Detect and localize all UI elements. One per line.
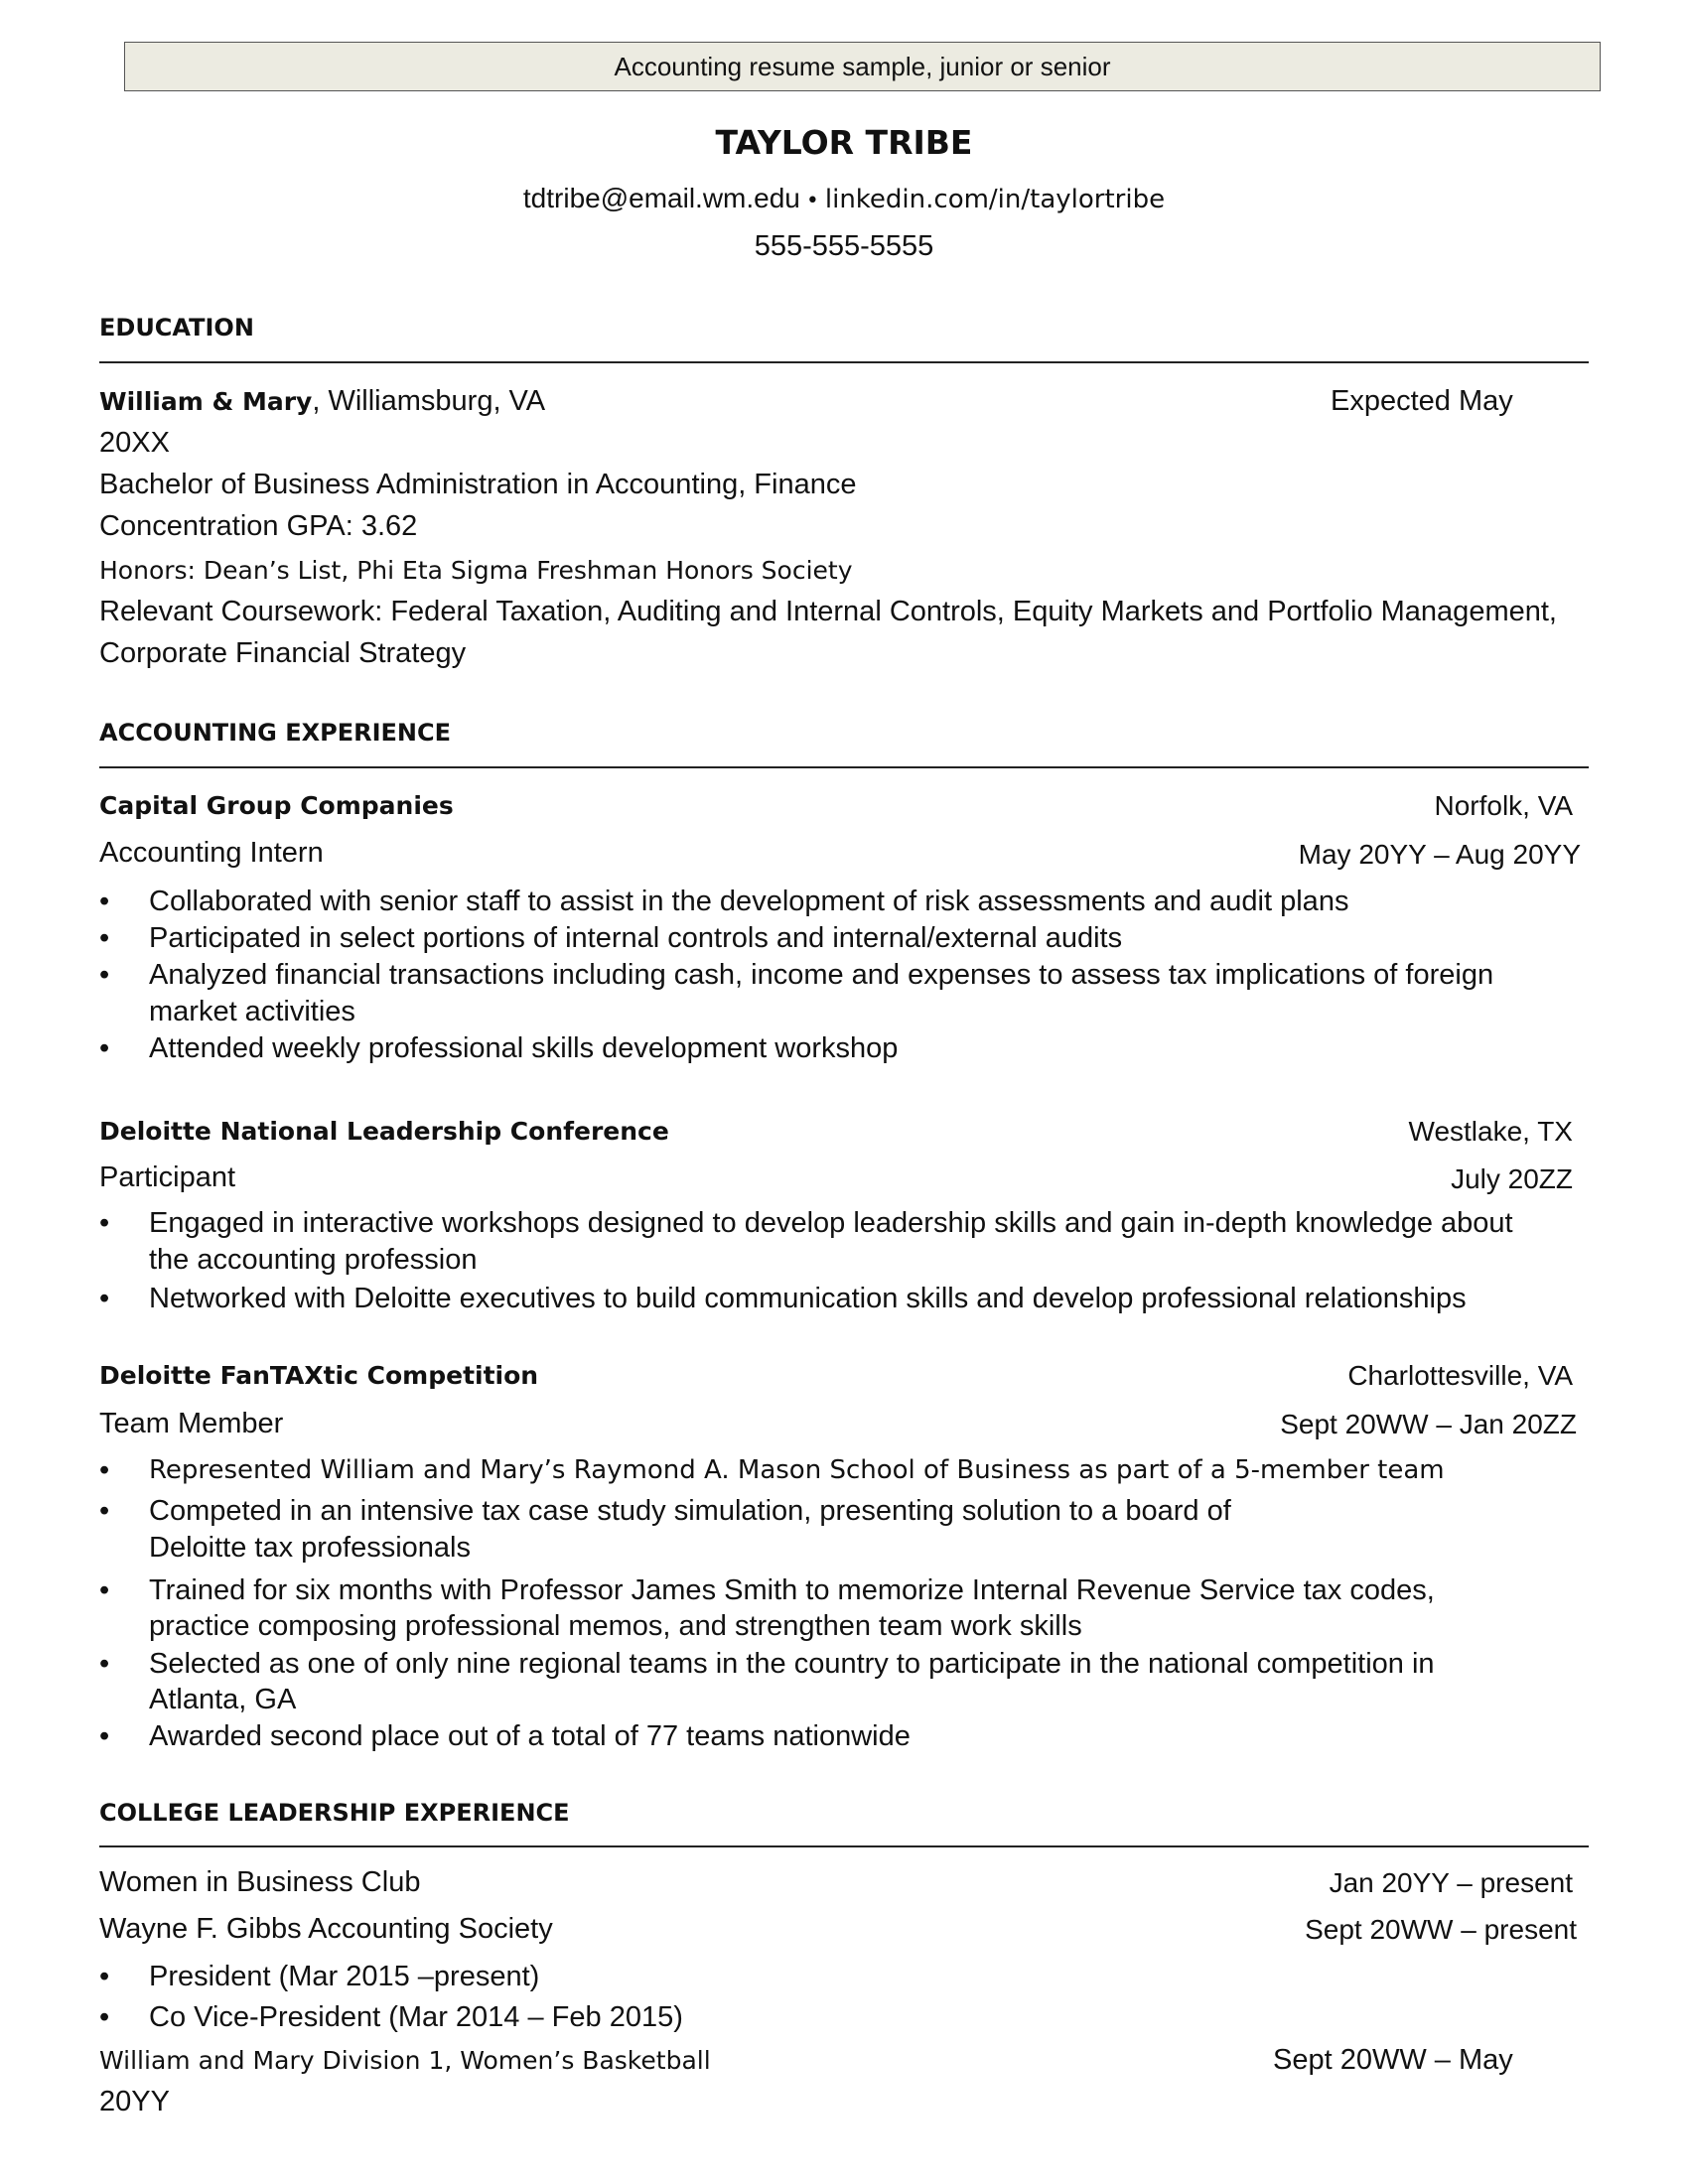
leadership-dates-year: 20YY bbox=[99, 2086, 170, 2117]
job-title: Accounting Intern bbox=[99, 837, 324, 869]
bullet-dot: • bbox=[99, 1720, 110, 1752]
job-org: Deloitte National Leadership Conference bbox=[99, 1117, 669, 1146]
leadership-dates: Sept 20WW – present bbox=[1305, 1914, 1577, 1945]
job-title: Participant bbox=[99, 1161, 236, 1193]
honors: Honors: Dean’s List, Phi Eta Sigma Freshman Honors Society bbox=[99, 556, 853, 585]
leadership-dates: Sept 20WW – May bbox=[1273, 2044, 1513, 2076]
bullet-dot: • bbox=[99, 1207, 110, 1239]
job-location: Westlake, TX bbox=[1408, 1116, 1573, 1147]
leadership-org: Wayne F. Gibbs Accounting Society bbox=[99, 1913, 553, 1945]
graduation-year: 20XX bbox=[99, 427, 170, 459]
school-location: , Williamsburg, VA bbox=[312, 385, 546, 417]
job-org: Capital Group Companies bbox=[99, 791, 454, 820]
bullet-dot: • bbox=[99, 1574, 110, 1606]
section-divider bbox=[99, 1845, 1589, 1847]
leadership-org: Women in Business Club bbox=[99, 1866, 421, 1898]
resume-page: Accounting resume sample, junior or senior TAYLOR TRIBE tdtribe@email.wm.edu • linkedin.com/in/taylortribe 555-555-5555 EDUCATION William & Mary, Williamsburg, VA Expected May 20XX Bachelor of Business Administration in Accounting, Finance Concentration GPA: 3.62 Honors: Dean’s List, Phi Eta Sigma Freshman Honors Society Relevant Coursework: Federal Taxation, Auditing and Internal Controls, Equity Markets and Portfolio Management, Corporate Financial Strategy ACCOUNTING EXPERIENCE Capital Group Companies Norfolk, VA Accounting Intern May 20YY – Aug 20YY • Collaborated with senior staff to assist in the development of risk assessments and audit plans • Participated in select portions of internal controls and internal/external audits • Analyzed financial transactions including cash, income and expenses to assess tax implications of foreign market activities • Attended weekly professional skills development workshop Deloitte National Leadership Conference Westlake, TX Participant July 20ZZ • Engaged in interactive workshops designed to develop leadership skills and gain in-depth knowledge about the accounting profession • Networked with Deloitte executives to build communication skills and develop professional relationships Deloitte FanTAXtic Competition Charlottesville, VA Team Member Sept 20WW – Jan 20ZZ • Represented William and Mary’s Raymond A. Mason School of Business as part of a 5-member team • Competed in an intensive tax case study simulation, presenting solution to a board of Deloitte tax professionals • Trained for six months with Professor James Smith to memorize Internal Revenue Service tax codes, practice composing professional memos, and strengthen team work skills • Selected as one of only nine regional teams in the country to participate in the national competition in Atlanta, GA • Awarded second place out of a total of 77 teams nationwide COLLEGE LEADERSHIP EXPERIENCE Women in Business Club Jan 20YY – present Wayne F. Gibbs Accounting Society Sept 20WW – present • President (Mar 2015 –present) • Co Vice-President (Mar 2014 – Feb 2015) William and Mary Division 1, Women’s Basketball Sept 20WW – May 20YY bbox=[0, 0, 1688, 2184]
bullet-dot: • bbox=[99, 1961, 110, 1992]
bullet-dot: • bbox=[99, 886, 110, 917]
contact-line bbox=[0, 183, 1688, 215]
sample-banner: Accounting resume sample, junior or senior bbox=[124, 42, 1601, 91]
education-school-line bbox=[99, 385, 545, 418]
bullet-dot: • bbox=[99, 2001, 110, 2033]
linkedin-link[interactable]: linkedin.com/in/taylortribe bbox=[824, 185, 1166, 214]
job-location: Norfolk, VA bbox=[1434, 790, 1573, 821]
job-title: Team Member bbox=[99, 1408, 284, 1439]
bullet-separator: • bbox=[805, 189, 819, 213]
school-name: William & Mary bbox=[99, 387, 313, 416]
job-dates: Sept 20WW – Jan 20ZZ bbox=[1280, 1409, 1577, 1439]
degree: Bachelor of Business Administration in Accounting, Finance bbox=[99, 469, 857, 500]
job-org: Deloitte FanTAXtic Competition bbox=[99, 1361, 539, 1390]
bullet-dot: • bbox=[99, 922, 110, 954]
leadership-org: William and Mary Division 1, Women’s Basketball bbox=[99, 2046, 711, 2075]
candidate-name: TAYLOR TRIBE bbox=[715, 123, 973, 162]
job-location: Charlottesville, VA bbox=[1347, 1360, 1573, 1391]
section-divider bbox=[99, 766, 1589, 768]
section-divider bbox=[99, 361, 1589, 363]
accounting-experience-heading: ACCOUNTING EXPERIENCE bbox=[99, 719, 451, 747]
bullet-dot: • bbox=[99, 1454, 110, 1486]
job-dates: May 20YY – Aug 20YY bbox=[1298, 839, 1581, 870]
bullet-dot: • bbox=[99, 1648, 110, 1680]
bullet-dot: • bbox=[99, 1032, 110, 1064]
email-link[interactable]: tdtribe@email.wm.edu bbox=[522, 183, 800, 213]
leadership-heading: COLLEGE LEADERSHIP EXPERIENCE bbox=[99, 1799, 570, 1827]
phone-number: 555-555-5555 bbox=[754, 230, 934, 262]
coursework-line-1: Relevant Coursework: Federal Taxation, Auditing and Internal Controls, Equity Markets and Portfolio Management, bbox=[99, 596, 1557, 627]
gpa: Concentration GPA: 3.62 bbox=[99, 510, 418, 542]
bullet-dot: • bbox=[99, 1495, 110, 1527]
graduation-date: Expected May bbox=[1331, 385, 1513, 417]
coursework-line-2: Corporate Financial Strategy bbox=[99, 637, 467, 669]
job-dates: July 20ZZ bbox=[1451, 1163, 1573, 1194]
bullet-dot: • bbox=[99, 959, 110, 991]
bullet-dot: • bbox=[99, 1283, 110, 1314]
leadership-dates: Jan 20YY – present bbox=[1329, 1867, 1573, 1898]
education-heading: EDUCATION bbox=[99, 314, 254, 341]
